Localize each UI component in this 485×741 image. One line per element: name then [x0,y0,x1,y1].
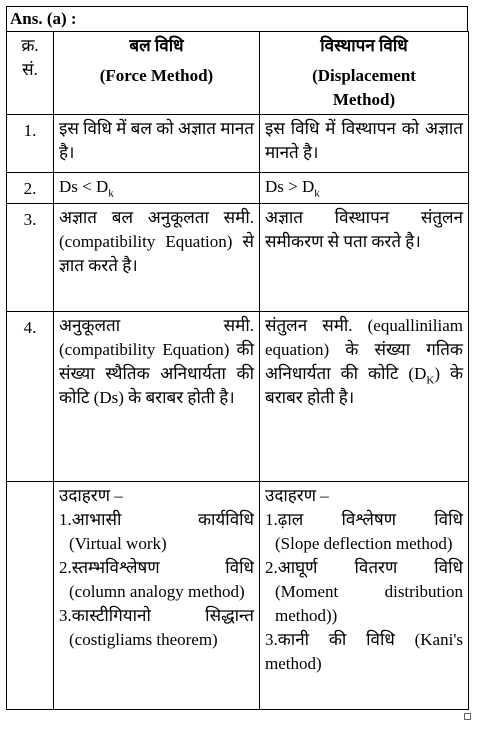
disp-subscript: K [426,374,435,387]
disp-example-2-en: (Moment distribution method)) [275,582,463,625]
disp-example-1-en: (Slope deflection method) [275,534,453,553]
row-disp-text: अज्ञात विस्थापन संतुलन समीकरण से पता करते है। [260,204,469,312]
disp-relation: Ds > D [265,177,315,196]
disp-example-3: 3.कानी की विधि (Kani's method) [265,630,463,673]
disp-examples [260,482,469,710]
header-disp-hindi: विस्थापन विधि [320,36,408,55]
force-example-3-en: (costigliams theorem) [69,630,218,649]
resize-handle-icon [464,713,471,720]
row-serial: 4. [7,312,54,482]
header-force-english: (Force Method) [99,66,214,85]
disp-example-1: 1.ढ़ाल विश्लेषण विधि [265,510,463,529]
force-example-1: 1.आभासी कार्यविधि [59,510,254,529]
header-disp-english-1: (Displacement [312,66,416,85]
force-examples-title: उदाहरण – [59,486,123,505]
table-row [7,312,469,482]
header-displacement [260,32,469,115]
row-serial: 1. [7,115,54,173]
disp-text-part2: ) के बराबर होती है। [265,364,463,407]
header-force-hindi: बल विधि [129,36,184,55]
force-relation: Ds < D [59,177,109,196]
row-force-text: इस विधि में बल को अज्ञात मानत है। [54,115,260,173]
row-serial: 3. [7,204,54,312]
table-row [7,173,469,204]
examples-serial-empty [7,482,54,710]
header-row [7,32,469,115]
header-serial-line1: क्र. [21,36,39,55]
force-example-2: 2.स्तम्भविश्लेषण विधि [59,558,254,577]
examples-row [7,482,469,710]
disp-example-2: 2.आघूर्ण वितरण विधि [265,558,463,577]
comparison-table [6,31,469,710]
force-examples [54,482,260,710]
row-force-text: अज्ञात बल अनुकूलता समी. (compatibility Equation) से ज्ञात करते है। [54,204,260,312]
disp-subscript: k [314,187,320,200]
force-subscript: k [108,187,114,200]
disp-text-part1: संतुलन समी. (equalliniliam equation) के संख्या गतिक अनिधार्यता की कोटि (D [265,316,463,383]
force-example-3: 3.कास्टीगियानो सिद्धान्त [59,606,254,625]
header-serial-line2: सं. [22,60,38,79]
force-example-2-en: (column analogy method) [69,582,245,601]
row-disp-text [260,173,469,204]
header-serial [7,32,54,115]
header-force [54,32,260,115]
table-row [7,204,469,312]
disp-examples-title: उदाहरण – [265,486,329,505]
answer-sheet [6,6,468,710]
table-row [7,115,469,173]
answer-label: Ans. (a) : [6,6,468,31]
force-example-1-en: (Virtual work) [69,534,167,553]
header-disp-english-2: Method) [332,90,396,109]
row-disp-text [260,312,469,482]
row-force-text [54,173,260,204]
row-serial: 2. [7,173,54,204]
row-force-text: अनुकूलता समी. (compatibility Equation) की संख्या स्थैतिक अनिधार्यता की कोटि (Ds) के बराबर होती है। [54,312,260,482]
row-disp-text: इस विधि में विस्थापन को अज्ञात मानते है। [260,115,469,173]
